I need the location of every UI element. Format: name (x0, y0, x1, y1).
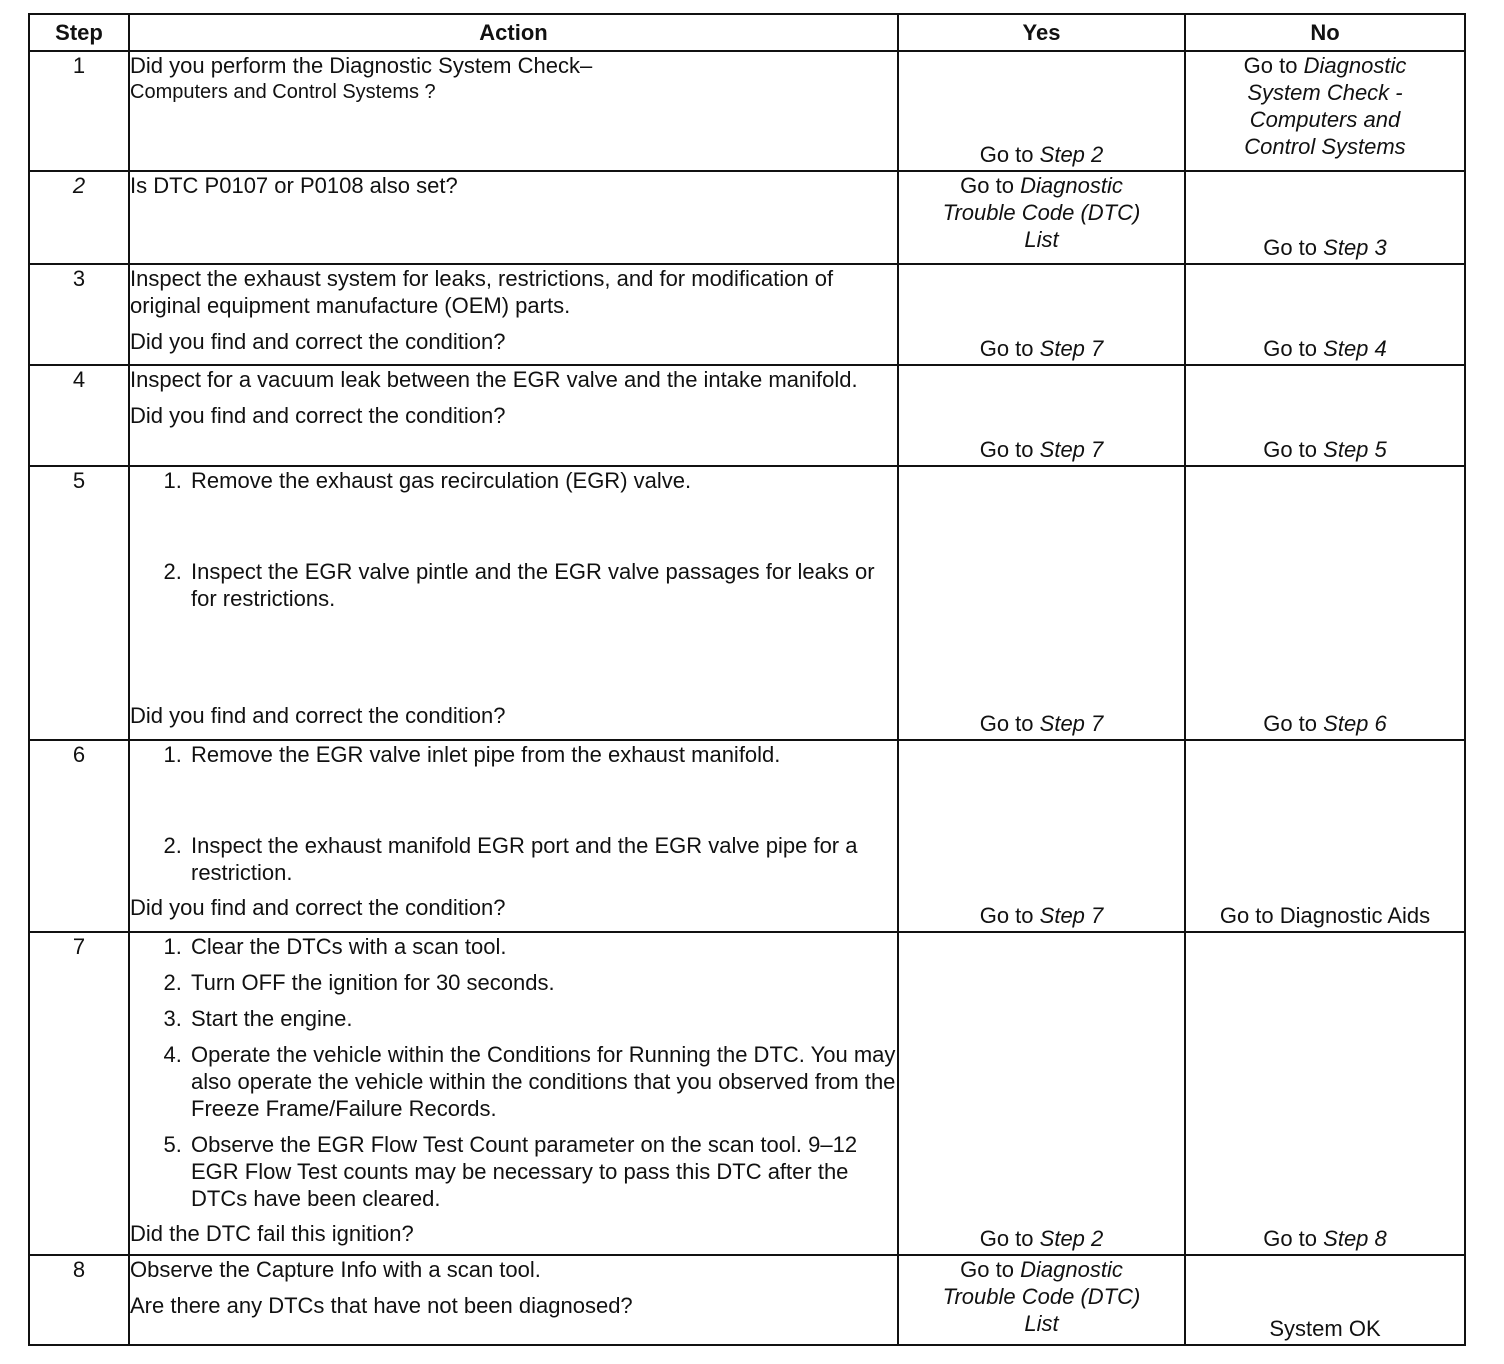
yes-prefix: Go to (979, 711, 1034, 736)
yes-prefix: Go to (960, 1257, 1014, 1282)
action-cell (129, 264, 898, 365)
step-number-text: 2 (72, 173, 86, 198)
table-row (29, 740, 1465, 932)
yes-cell[interactable] (898, 51, 1185, 171)
yes-prefix: Go to (979, 142, 1034, 167)
table-row (29, 264, 1465, 365)
table-row (29, 932, 1465, 1255)
yes-prefix: Go to (979, 1226, 1034, 1251)
no-cell[interactable] (1185, 365, 1465, 466)
action-text: Is DTC P0107 or P0108 also set? (130, 173, 458, 198)
action-cell (129, 51, 898, 171)
no-cell[interactable] (1185, 466, 1465, 740)
action-cell (129, 1255, 898, 1345)
list-item: 2. Turn OFF the ignition for 30 seconds. (188, 969, 897, 996)
action-text: Did you perform the Diagnostic System Check– (130, 53, 593, 78)
yes-link[interactable]: Step 7 (1039, 903, 1104, 928)
step-number (29, 171, 129, 264)
list-item: 4. Operate the vehicle within the Conditions for Running the DTC. You may also operate the vehicle within the conditions that you observed from the Freeze Frame/Failure Records. (188, 1041, 897, 1122)
no-prefix: Go to (1263, 1226, 1318, 1251)
no-cell[interactable] (1185, 1255, 1465, 1345)
action-cell (129, 740, 898, 932)
list-item: 1. Remove the exhaust gas recirculation (EGR) valve. (188, 467, 897, 494)
header-no: No (1185, 14, 1465, 51)
action-cell (129, 365, 898, 466)
no-link[interactable]: Computers and (1249, 107, 1401, 132)
action-cell (129, 932, 898, 1255)
action-cell (129, 171, 898, 264)
list-item: 1. Clear the DTCs with a scan tool. (188, 933, 897, 960)
action-text: Inspect for a vacuum leak between the EGR valve and the intake manifold. (130, 367, 858, 392)
yes-cell[interactable] (898, 466, 1185, 740)
action-question: Did you find and correct the condition? (130, 403, 506, 428)
no-link[interactable]: Control Systems (1244, 134, 1406, 159)
step-number: 7 (29, 932, 129, 1255)
no-link[interactable]: Step 8 (1323, 1226, 1387, 1251)
yes-link[interactable]: Trouble Code (DTC) (942, 1284, 1141, 1309)
no-cell[interactable] (1185, 171, 1465, 264)
no-text[interactable]: Go to Diagnostic Aids (1219, 903, 1431, 928)
no-cell[interactable] (1185, 740, 1465, 932)
list-item: 1. Remove the EGR valve inlet pipe from the exhaust manifold. (188, 741, 897, 768)
yes-prefix: Go to (979, 336, 1034, 361)
table-row (29, 171, 1465, 264)
yes-cell[interactable] (898, 740, 1185, 932)
no-text[interactable]: System OK (1269, 1316, 1381, 1341)
no-prefix: Go to (1263, 437, 1318, 462)
no-link[interactable]: Step 4 (1323, 336, 1387, 361)
header-yes: Yes (898, 14, 1185, 51)
yes-link[interactable]: Step 7 (1039, 711, 1104, 736)
step-number: 3 (29, 264, 129, 365)
header-action: Action (129, 14, 898, 51)
yes-link[interactable]: Step 7 (1039, 336, 1104, 361)
yes-link[interactable]: List (1024, 227, 1059, 252)
action-question: Did you find and correct the condition? (130, 895, 506, 920)
yes-prefix: Go to (960, 173, 1014, 198)
step-number: 4 (29, 365, 129, 466)
yes-cell[interactable] (898, 264, 1185, 365)
yes-cell[interactable] (898, 365, 1185, 466)
yes-cell[interactable] (898, 932, 1185, 1255)
yes-cell[interactable] (898, 1255, 1185, 1345)
step-number: 6 (29, 740, 129, 932)
no-prefix: Go to (1263, 336, 1318, 361)
table-row (29, 365, 1465, 466)
no-prefix: Go to (1263, 235, 1318, 260)
list-item: 5. Observe the EGR Flow Test Count parameter on the scan tool. 9–12 EGR Flow Test counts may be necessary to pass this DTC after the DTCs have been cleared. (188, 1131, 897, 1212)
yes-link[interactable]: Step 7 (1039, 437, 1104, 462)
action-text: Computers and Control Systems ? (130, 81, 436, 103)
yes-link[interactable]: Step 2 (1039, 142, 1104, 167)
step-number: 8 (29, 1255, 129, 1345)
action-text: Inspect the exhaust system for leaks, restrictions, and for modification of original equipment manufacture (OEM) parts. (130, 266, 834, 318)
header-row (29, 14, 1465, 51)
no-link[interactable]: Step 5 (1323, 437, 1387, 462)
yes-link[interactable]: Step 2 (1039, 1226, 1104, 1251)
action-question: Did you find and correct the condition? (130, 703, 506, 728)
table-row (29, 1255, 1465, 1345)
header-step: Step (29, 14, 129, 51)
no-link[interactable]: Step 3 (1323, 235, 1387, 260)
action-question: Are there any DTCs that have not been diagnosed? (130, 1293, 633, 1318)
step-number: 5 (29, 466, 129, 740)
yes-link[interactable]: Diagnostic (1020, 173, 1123, 198)
yes-cell[interactable] (898, 171, 1185, 264)
no-link[interactable]: Diagnostic (1303, 53, 1407, 78)
action-question: Did you find and correct the condition? (130, 329, 506, 354)
list-item: 2. Inspect the EGR valve pintle and the EGR valve passages for leaks or for restrictions. (188, 558, 897, 612)
action-question: Did the DTC fail this ignition? (130, 1221, 414, 1246)
table-row (29, 466, 1465, 740)
no-link[interactable]: Step 6 (1323, 711, 1387, 736)
no-prefix: Go to (1243, 53, 1298, 78)
no-prefix: Go to (1263, 711, 1318, 736)
yes-link[interactable]: Diagnostic (1020, 1257, 1123, 1282)
no-cell[interactable] (1185, 932, 1465, 1255)
no-link[interactable]: System Check - (1247, 80, 1403, 105)
list-item: 2. Inspect the exhaust manifold EGR port and the EGR valve pipe for a restriction. (188, 832, 897, 886)
yes-link[interactable]: Trouble Code (DTC) (942, 200, 1141, 225)
step-number: 1 (29, 51, 129, 171)
no-cell[interactable] (1185, 51, 1465, 171)
yes-prefix: Go to (979, 437, 1034, 462)
yes-link[interactable]: List (1024, 1311, 1059, 1336)
yes-prefix: Go to (979, 903, 1034, 928)
diagnostic-table (28, 13, 1466, 1346)
action-text: Observe the Capture Info with a scan tool. (130, 1257, 541, 1282)
list-item: 3. Start the engine. (188, 1005, 897, 1032)
table-row (29, 51, 1465, 171)
action-cell (129, 466, 898, 740)
no-cell[interactable] (1185, 264, 1465, 365)
